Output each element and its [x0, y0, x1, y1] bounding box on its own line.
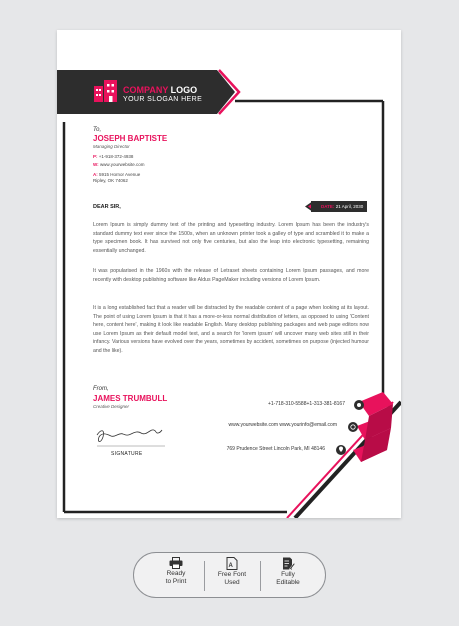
- feature-label-line2: to Print: [165, 578, 187, 585]
- feature-fully-editable: [260, 557, 316, 587]
- website-value: www.yourwebsite.com: [99, 162, 145, 167]
- handwritten-signature: [97, 430, 162, 442]
- date-value: 21 April, 2030: [335, 204, 364, 209]
- footer-phones: +1-718-310-5588+1-313-381-8167: [267, 401, 345, 407]
- company-name-accent: COMPANY: [123, 85, 169, 95]
- to-label: To,: [93, 127, 102, 133]
- feature-label-line2: Editable: [276, 579, 300, 586]
- signature-label: SIGNATURE: [111, 451, 143, 457]
- body-paragraph-3: It is a long established fact that a reader will be distracted by the readable content of a page when looking at its layout. The point of using Lorem Ipsum is that it has a more-or-less normal distribution of letters, as opposed to using 'Content here, content here', making it look like readable English. Many desktop publishing packages and web page editors now use Lorem Ipsum as their default model text, and a search for 'lorem ipsum' will uncover many web sites still in their infancy. Various versions have evolved over the years, sometimes by accident, sometimes on purpose (injected humour and the like).: [93, 305, 369, 354]
- feature-label-line2: Used: [224, 579, 240, 586]
- edit-document-icon: [282, 557, 295, 570]
- phone-label: P:: [93, 154, 98, 159]
- body-paragraph-1: Lorem Ipsum is simply dummy text of the printing and typesetting industry. Lorem Ipsum has been the industry's standard dummy text ever since the 1500s, when an unknown printer took a galley of type and scrambled it to make a type specimen book. It has survived not only five centuries, but also the leap into electronic typesetting, remaining essentially unchanged.: [93, 222, 369, 254]
- globe-icon: [348, 422, 358, 432]
- recipient-phone: [93, 154, 133, 159]
- feature-ready-to-print: [148, 557, 204, 586]
- phone-icon: [354, 400, 364, 410]
- sender-name: JAMES TRUMBULL: [93, 394, 168, 403]
- sender-title: Creative Designer: [93, 404, 130, 409]
- font-file-icon: [226, 557, 238, 570]
- printer-icon: [169, 557, 183, 569]
- feature-label-line1: Free Font: [217, 571, 247, 578]
- feature-label-line1: Ready: [166, 570, 186, 577]
- recipient-website: [93, 162, 144, 167]
- company-name-rest: LOGO: [168, 85, 198, 95]
- address-line2: Ripley, OK 74062: [93, 178, 128, 183]
- footer-address: 769 Prudence Street Lincoln Park, MI 48146: [226, 446, 325, 452]
- from-label: From,: [93, 386, 109, 392]
- company-slogan: YOUR SLOGAN HERE: [123, 96, 203, 103]
- recipient-name: JOSEPH BAPTISTE: [93, 134, 168, 143]
- recipient-title: Managing Director: [93, 144, 130, 149]
- feature-free-font: [204, 557, 260, 587]
- phone-value: +1-918-372-4938: [98, 154, 134, 159]
- web-label: W:: [93, 162, 99, 167]
- recipient-address: [93, 172, 140, 184]
- date-badge: [311, 201, 367, 212]
- features-pill: [133, 552, 326, 598]
- date-label: DATE:: [321, 204, 335, 209]
- body-paragraph-2: It was popularised in the 1960s with the release of Letraset sheets containing Lorem Ipsum passages, and more recently with desktop publishing software like Aldus PageMaker including versions of Lorem Ipsum.: [93, 268, 369, 283]
- company-name: [123, 85, 197, 95]
- svg-text:A: A: [228, 563, 233, 569]
- salutation: DEAR SIR,: [93, 204, 121, 210]
- address-label: A:: [93, 172, 98, 177]
- address-line1: 5915 Hornor Avenue: [99, 172, 141, 177]
- feature-label-line1: Fully: [281, 571, 295, 578]
- footer-website: www.yourwebsite.com www.yourinfo@email.com: [228, 422, 337, 428]
- letterhead-page: [57, 30, 401, 518]
- location-pin-icon: [336, 445, 346, 455]
